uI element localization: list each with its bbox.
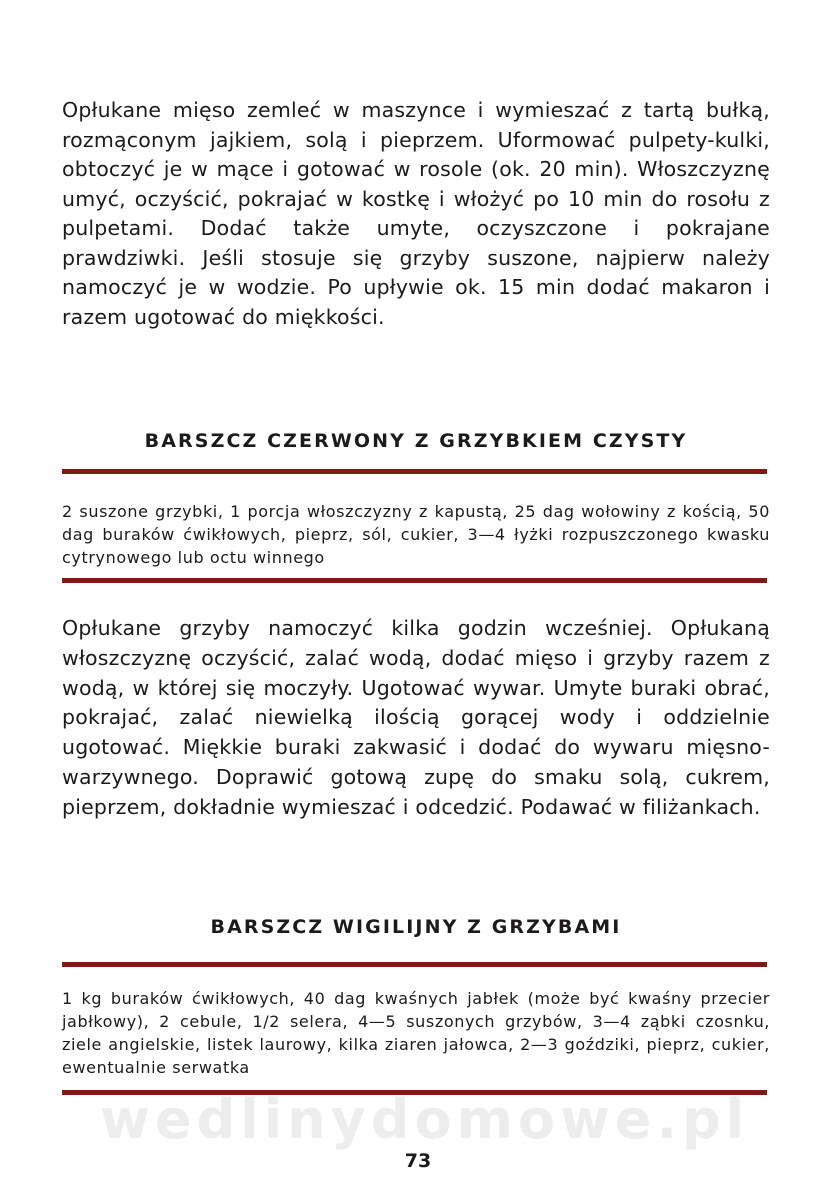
method-barszcz-czerwony: Opłukane grzyby namoczyć kilka godzin wcześniej. Opłukaną włoszczyznę oczyścić, zalać wodą, dodać mięso i grzyby razem z wodą, w której się moczyły. Ugotować wywar. Umyte buraki obrać, pokrajać, zalać niewielką ilością gorącej wody i oddzielnie ugotować. Miękkie buraki zakwasić i dodać do wywaru mięsno-warzywnego. Doprawić gotową zupę do smaku solą, cukrem, pieprzem, dokładnie wymieszać i odcedzić. Podawać w filiżankach. [62, 616, 770, 819]
page-number: 73 [404, 1150, 432, 1172]
previous-recipe-method: Opłukane mięso zemleć w maszynce i wymieszać z tartą bułką, rozmąconym jajkiem, solą i pieprzem. Uformować pulpety-kulki, obtoczyć je w mące i gotować w rosole (ok. 20 min). Włoszczyznę umyć, oczyścić, pokrajać w kostkę i włożyć po 10 min do rosołu z pulpetami. Dodać także umyte, oczyszczone i pokrajane prawdziwki. Jeśli stosuje się grzyby suszone, najpierw należy namoczyć je w wodzie. Po upływie ok. 15 min dodać makaron i razem ugotować do miękkości. [62, 98, 770, 329]
ingredients-barszcz-wigilijny: 1 kg buraków ćwikłowych, 40 dag kwaśnych jabłek (może być kwaśny przecier jabłkowy), 2 cebule, 1/2 selera, 4—5 suszonych grzybów, 3—4 ząbki czosnku, ziele angielskie, listek laurowy, kilka ziaren jałowca, 2—3 goździki, pieprz, cukier, ewentualnie serwatka [62, 989, 770, 1077]
recipe-title-barszcz-czerwony: BARSZCZ CZERWONY Z GRZYBKIEM CZYSTY [144, 430, 688, 452]
recipe-title-barszcz-wigilijny: BARSZCZ WIGILIJNY Z GRZYBAMI [210, 916, 622, 938]
divider-rule [62, 578, 767, 583]
divider-rule [62, 469, 767, 474]
divider-rule [62, 962, 767, 967]
watermark: wedlinydomowe.pl [100, 1088, 750, 1151]
ingredients-barszcz-czerwony: 2 suszone grzybki, 1 porcja włoszczyzny z kapustą, 25 dag wołowiny z kością, 50 dag buraków ćwikłowych, pieprz, sól, cukier, 3—4 łyżki rozpuszczonego kwasku cytrynowego lub octu winnego [62, 502, 770, 567]
